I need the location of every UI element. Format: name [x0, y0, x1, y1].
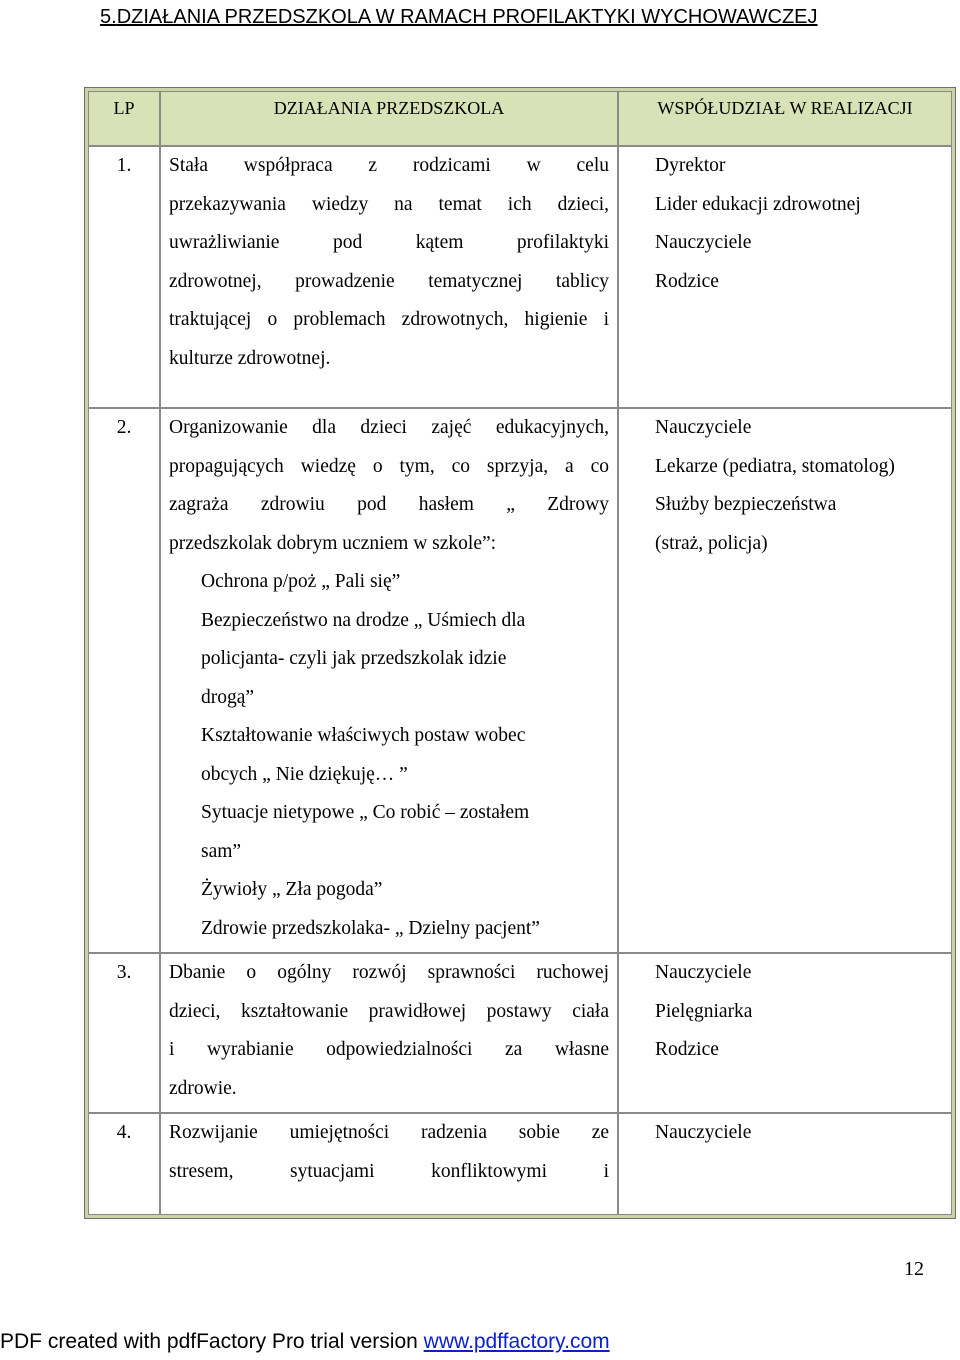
- participant: Lekarze (pediatra, stomatolog): [655, 455, 895, 477]
- participant: Lider edukacji zdrowotnej: [655, 193, 861, 215]
- description-line: Organizowanie dla dzieci zajęć edukacyjnych,: [169, 417, 609, 438]
- participant: (straż, policja): [655, 532, 768, 554]
- participant: Pielęgniarka: [655, 1000, 753, 1022]
- table-row: [88, 408, 952, 953]
- row-number: 4.: [88, 1113, 160, 1215]
- description-line: Stała współpraca z rodzicami w celu: [169, 155, 609, 176]
- participant: Służby bezpieczeństwa: [655, 494, 837, 515]
- description-line: propagujących wiedzę o tym, co sprzyja, a co: [169, 455, 609, 477]
- header-lp: LP: [88, 91, 160, 146]
- row-number: 3.: [88, 953, 160, 1113]
- description-line: zagraża zdrowiu pod hasłem „ Zdrowy: [169, 494, 609, 515]
- topic-line: Zdrowie przedszkolaka- „ Dzielny pacjent”: [201, 917, 540, 939]
- row-description: [160, 953, 618, 1113]
- row-description: [160, 1113, 618, 1215]
- header-participation: WSPÓŁUDZIAŁ W REALIZACJI: [618, 91, 952, 146]
- participant: Rodzice: [655, 1039, 719, 1060]
- row-participants: [618, 953, 952, 1113]
- description-line: traktującej o problemach zdrowotnych, higienie i: [169, 309, 609, 330]
- row-description: [160, 146, 618, 408]
- description-line: Rozwijanie umiejętności radzenia sobie ze: [169, 1122, 609, 1143]
- footer-link[interactable]: www.pdffactory.com: [423, 1330, 610, 1353]
- participant: Nauczyciele: [655, 962, 752, 983]
- description-line: kulturze zdrowotnej.: [169, 347, 331, 369]
- row-number: 1.: [88, 146, 160, 408]
- row-description: [160, 408, 618, 953]
- description-line: zdrowotnej, prowadzenie tematycznej tablicy: [169, 270, 609, 292]
- description-line: stresem, sytuacjami konfliktowymi i: [169, 1160, 609, 1182]
- row-participants: [618, 408, 952, 953]
- participant: Rodzice: [655, 270, 719, 292]
- description-line: i wyrabianie odpowiedzialności za własne: [169, 1039, 609, 1060]
- description-line: uwrażliwianie pod kątem profilaktyki: [169, 232, 609, 253]
- section-heading: [100, 4, 860, 30]
- row-participants: [618, 146, 952, 408]
- topic-line: Kształtowanie właściwych postaw wobec: [201, 725, 526, 746]
- description-line: przekazywania wiedzy na temat ich dzieci,: [169, 193, 609, 215]
- description-line: Dbanie o ogólny rozwój sprawności ruchowej: [169, 962, 609, 983]
- actions-table: [84, 87, 956, 1219]
- footer-text: PDF created with pdfFactory Pro trial version: [0, 1330, 424, 1353]
- participant: Dyrektor: [655, 155, 726, 176]
- description-line: przedszkolak dobrym uczniem w szkole”:: [169, 532, 497, 554]
- description-line: dzieci, kształtowanie prawidłowej postawy ciała: [169, 1000, 609, 1022]
- topic-line: drogą”: [201, 686, 255, 708]
- topic-line: obcych „ Nie dziękuję… ”: [201, 763, 408, 785]
- section-number: 5.: [100, 6, 117, 28]
- topic-line: Sytuacje nietypowe „ Co robić – zostałem: [201, 802, 530, 823]
- table-header-row: [88, 91, 952, 146]
- participant: Nauczyciele: [655, 417, 752, 438]
- table-row: [88, 146, 952, 408]
- description-line: zdrowie.: [169, 1077, 237, 1099]
- topic-line: Żywioły „ Zła pogoda”: [201, 879, 383, 900]
- header-actions: DZIAŁANIA PRZEDSZKOLA: [160, 91, 618, 146]
- row-participants: [618, 1113, 952, 1215]
- topic-line: Bezpieczeństwo na drodze „ Uśmiech dla: [201, 609, 526, 631]
- topic-line: Ochrona p/poż „ Pali się”: [201, 571, 401, 592]
- participant: Nauczyciele: [655, 232, 752, 253]
- topic-line: sam”: [201, 840, 242, 862]
- page-number: 12: [904, 1258, 924, 1280]
- row-number: 2.: [88, 408, 160, 953]
- table-row: [88, 953, 952, 1113]
- section-title: DZIAŁANIA PRZEDSZKOLA W RAMACH PROFILAKTYKI WYCHOWAWCZEJ: [116, 6, 818, 28]
- topic-line: policjanta- czyli jak przedszkolak idzie: [201, 648, 507, 669]
- table-row: [88, 1113, 952, 1215]
- participant: Nauczyciele: [655, 1122, 752, 1143]
- pdf-footer: [0, 1330, 610, 1354]
